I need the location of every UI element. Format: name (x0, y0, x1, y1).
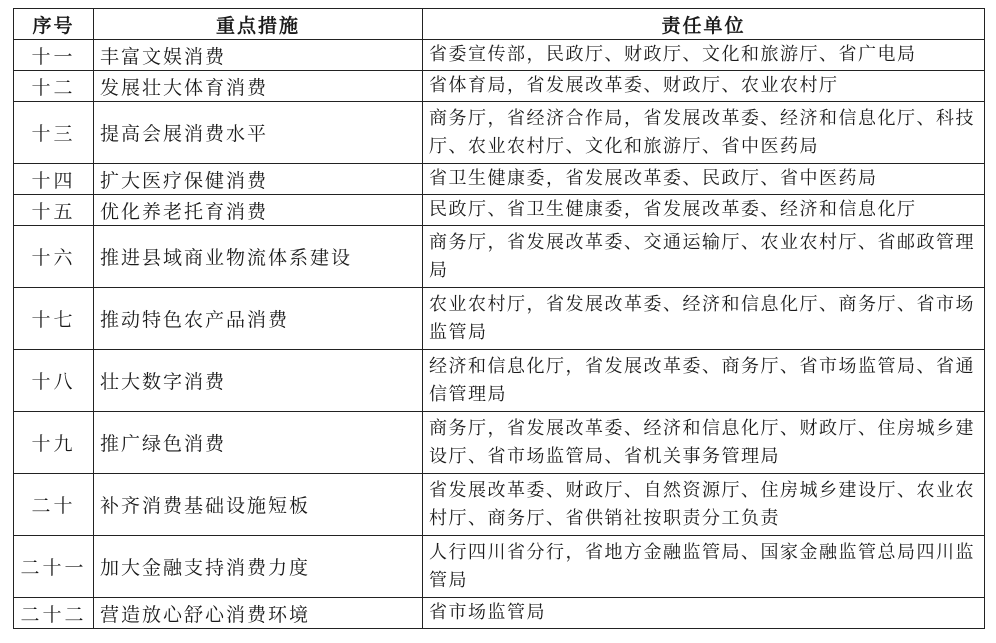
table-row (14, 474, 985, 536)
row-measure: 推动特色农产品消费 (94, 288, 423, 350)
row-responsible-units: 省发展改革委、财政厅、自然资源厅、住房城乡建设厅、农业农村厅、商务厅、省供销社按职责分工负责 (423, 474, 985, 536)
row-responsible-units: 民政厅、省卫生健康委，省发展改革委、经济和信息化厅 (423, 195, 985, 226)
table-row (14, 350, 985, 412)
row-number: 十一 (14, 40, 94, 71)
row-number: 十六 (14, 226, 94, 288)
table-row (14, 195, 985, 226)
row-measure: 推进县域商业物流体系建设 (94, 226, 423, 288)
row-number: 二十 (14, 474, 94, 536)
row-number: 十三 (14, 102, 94, 164)
row-measure: 推广绿色消费 (94, 412, 423, 474)
row-number: 十九 (14, 412, 94, 474)
row-measure: 加大金融支持消费力度 (94, 536, 423, 598)
row-measure: 发展壮大体育消费 (94, 71, 423, 102)
table-row (14, 164, 985, 195)
row-measure: 提高会展消费水平 (94, 102, 423, 164)
header-no: 序号 (14, 9, 94, 40)
row-responsible-units: 商务厅，省发展改革委、经济和信息化厅、财政厅、住房城乡建设厅、省市场监管局、省机关事务管理局 (423, 412, 985, 474)
row-responsible-units: 省卫生健康委，省发展改革委、民政厅、省中医药局 (423, 164, 985, 195)
row-responsible-units: 农业农村厅，省发展改革委、经济和信息化厅、商务厅、省市场监管局 (423, 288, 985, 350)
row-responsible-units: 商务厅，省经济合作局，省发展改革委、经济和信息化厅、科技厅、农业农村厅、文化和旅游厅、省中医药局 (423, 102, 985, 164)
table-row (14, 536, 985, 598)
row-number: 十四 (14, 164, 94, 195)
row-responsible-units: 人行四川省分行，省地方金融监管局、国家金融监管总局四川监管局 (423, 536, 985, 598)
row-measure: 营造放心舒心消费环境 (94, 598, 423, 629)
row-responsible-units: 经济和信息化厅，省发展改革委、商务厅、省市场监管局、省通信管理局 (423, 350, 985, 412)
table-row (14, 598, 985, 629)
row-measure: 壮大数字消费 (94, 350, 423, 412)
table-row (14, 40, 985, 71)
table-row (14, 288, 985, 350)
table-row (14, 71, 985, 102)
row-measure: 丰富文娱消费 (94, 40, 423, 71)
row-number: 十八 (14, 350, 94, 412)
row-number: 十二 (14, 71, 94, 102)
row-responsible-units: 省市场监管局 (423, 598, 985, 629)
row-measure: 优化养老托育消费 (94, 195, 423, 226)
header-unit: 责任单位 (423, 9, 985, 40)
row-number: 十五 (14, 195, 94, 226)
row-measure: 补齐消费基础设施短板 (94, 474, 423, 536)
row-number: 二十一 (14, 536, 94, 598)
row-responsible-units: 商务厅，省发展改革委、交通运输厅、农业农村厅、省邮政管理局 (423, 226, 985, 288)
measures-table (13, 8, 985, 629)
row-number: 十七 (14, 288, 94, 350)
table-row (14, 412, 985, 474)
header-measure: 重点措施 (94, 9, 423, 40)
table-header-row (14, 9, 985, 40)
table-row (14, 226, 985, 288)
row-responsible-units: 省委宣传部，民政厅、财政厅、文化和旅游厅、省广电局 (423, 40, 985, 71)
row-responsible-units: 省体育局，省发展改革委、财政厅、农业农村厅 (423, 71, 985, 102)
table-row (14, 102, 985, 164)
row-number: 二十二 (14, 598, 94, 629)
row-measure: 扩大医疗保健消费 (94, 164, 423, 195)
